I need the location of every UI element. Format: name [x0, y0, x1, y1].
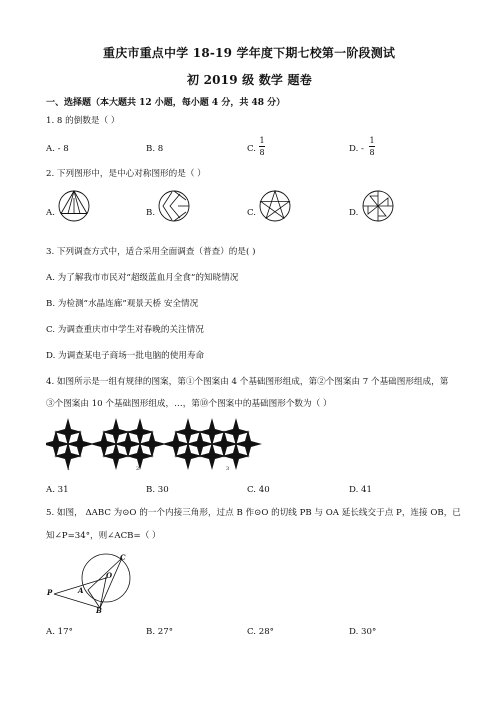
fraction-denominator: 8 [259, 148, 265, 157]
q4-option-c: C. 40 [247, 485, 270, 495]
q2-figure-a [58, 190, 90, 222]
q5-label-p: P [47, 588, 53, 597]
q5-option-c: C. 28° [247, 627, 274, 637]
q5-label-a: A [78, 586, 84, 595]
q5-option-d: D. 30° [349, 627, 377, 637]
q4-option-b: B. 30 [146, 485, 169, 495]
q3-stem: 3. 下列调查方式中，适合采用全面调查（普查）的是( ) [46, 247, 256, 257]
section-heading: 一、选择题（本大题共 12 小题，每小题 4 分，共 48 分） [46, 98, 286, 108]
q3-option-d: D. 为调查某电子商场一批电脑的使用寿命 [46, 351, 205, 361]
fraction-bar [259, 146, 265, 147]
q5-stem-line-2: 知∠P=34°，则∠ACB=（ ） [46, 531, 161, 541]
q5-label-c: C [120, 553, 126, 562]
q4-stem-line-2: ③个图案由 10 个基础图形组成，…，第⑩个图案中的基础图形个数为（ ） [46, 399, 332, 409]
fraction-denominator: 8 [369, 148, 375, 157]
q5-label-o: O [106, 571, 113, 580]
q3-option-a: A. 为了解我市市民对“超级蓝血月全食”的知晓情况 [46, 273, 239, 283]
q4-pattern-figure [46, 416, 272, 474]
q5-stem-line-1: 5. 如图， ΔABC 为⊙O 的一个内接三角形，过点 B 作⊙O 的切线 PB 与 OA 延长线交于点 P，连接 OB，已 [46, 508, 461, 518]
fraction-bar [369, 146, 375, 147]
q2-option-c: C. [247, 208, 257, 218]
q2-option-d: D. [349, 208, 359, 218]
q2-option-a: A. [46, 208, 55, 218]
q1-option-a: A. - 8 [46, 144, 69, 154]
q1-option-c-label: C. [247, 144, 257, 154]
q4-stem-line-1: 4. 如图所示是一组有规律的图案，第①个图案由 4 个基础图形组成，第②个图案由 7 个基础图形组成，第 [46, 377, 449, 387]
pattern-2 [90, 418, 166, 470]
q5-option-b: B. 27° [146, 627, 174, 637]
q5-label-b: B [96, 606, 102, 615]
q2-figure-b [158, 190, 190, 222]
q3-option-b: B. 为检测“水晶连廊”观景天桥 安全情况 [46, 299, 199, 309]
title-line-2: 初 2019 级 数学 题卷 [187, 73, 312, 87]
title-line-1: 重庆市重点中学 18-19 学年度下期七校第一阶段测试 [103, 46, 396, 60]
q3-option-c: C. 为调查重庆市中学生对春晚的关注情况 [46, 325, 204, 335]
fraction-numerator: 1 [259, 136, 265, 145]
pattern-2-label: 2 [136, 466, 140, 472]
q1-option-d-label: D. - [349, 144, 364, 154]
q1-option-c-fraction [259, 136, 265, 157]
q4-option-d: D. 41 [349, 485, 372, 495]
q5-option-a: A. 17° [46, 627, 73, 637]
q1-option-b: B. 8 [146, 144, 164, 154]
q1-stem: 1. 8 的倒数是（ ） [46, 116, 120, 126]
q4-option-a: A. 31 [46, 485, 69, 495]
pattern-1 [46, 418, 94, 470]
q2-option-b: B. [146, 208, 156, 218]
pattern-3 [162, 418, 262, 470]
q2-figure-c [259, 190, 291, 222]
pattern-3-label: 3 [226, 466, 230, 472]
pattern-1-label: 1 [67, 466, 71, 472]
q2-stem: 2. 下列图形中，是中心对称图形的是（ ） [46, 169, 206, 179]
fraction-numerator: 1 [369, 136, 375, 145]
q1-option-d-fraction [369, 136, 375, 157]
q2-figure-d [362, 190, 394, 222]
